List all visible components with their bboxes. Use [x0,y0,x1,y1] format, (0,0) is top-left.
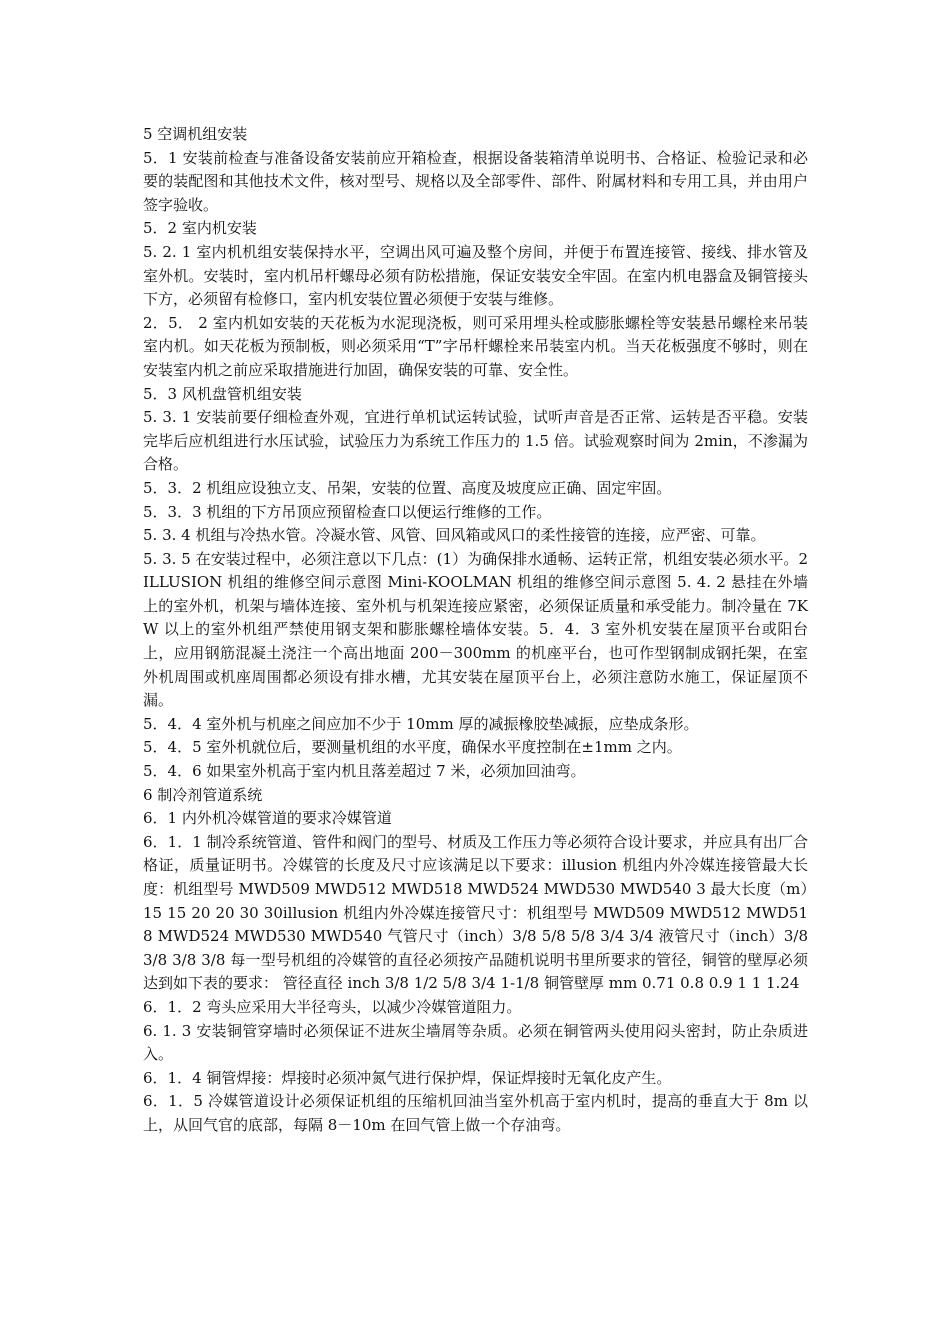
paragraph-5-4-4: 5．4．4 室外机与机座之间应加不少于 10mm 厚的减振橡胶垫减振，应垫成条形。 [143,714,699,733]
subsection-heading-5-3: 5．3 风机盘管机组安装 [143,384,302,403]
section-heading-6: 6 制冷剂管道系统 [143,785,263,804]
subsection-heading-5-2: 5．2 室内机安装 [143,219,257,238]
paragraph-5-4-6: 5．4．6 如果室外机高于室内机且落差超过 7 米，必须加回油弯。 [143,762,586,781]
paragraph-5-3-2: 5．3．2 机组应设独立支、吊架，安装的位置、高度及坡度应正确、固定牢固。 [143,478,672,497]
paragraph-5-1: 5．1 安装前检查与准备设备安装前应开箱检查，根据设备装箱清单说明书、合格证、检验记录和必要的装配图和其他技术文件，核对型号、规格以及全部零件、部件、附属材料和专用工具，并由用户签字验收。 [143,148,808,214]
paragraph-5-2-1: 5. 2. 1 室内机机组安装保持水平，空调出风可遍及整个房间，并便于布置连接管、接线、排水管及室外机。安装时，室内机吊杆螺母必须有防松措施，保证安装安全牢固。在室内机电器盒及铜管接头下方，必须留有检修口，室内机安装位置必须便于安装与维修。 [143,242,808,309]
paragraph-6-1-5: 6．1．5 冷媒管道设计必须保证机组的压缩机回油当室外机高于室内机时，提高的垂直大于 8m 以上，从回气官的底部，每隔 8－10m 在回气管上做一个存油弯。 [143,1092,808,1134]
subsection-heading-6-1: 6．1 内外机冷媒管道的要求冷媒管道 [143,809,392,828]
paragraph-5-3-1: 5. 3. 1 安装前要仔细检查外观，宜进行单机试运转试验，试听声音是否正常、运转是否平稳。安装完毕后应机组进行水压试验，试验压力为系统工作压力的 1.5 倍。试验观察时间为 2min，不渗漏为合格。 [143,408,808,474]
paragraph-6-1-2: 6．1．2 弯头应采用大半径弯头，以减少冷媒管道阻力。 [143,997,522,1016]
section-heading-5: 5 空调机组安装 [143,125,248,143]
paragraph-6-1-1: 6．1．1 制冷系统管道、管件和阀门的型号、材质及工作压力等必须符合设计要求，并应具有出厂合格证，质量证明书。冷媒管的长度及尺寸应该满足以下要求：illusion 机组内外冷媒连接管最大长度：机组型号 MWD509 MWD512 MWD518 MWD524 MWD530 MWD540 3 最大长度（m）15 15 20 20 30 30illusion 机组内外冷媒连接管尺寸：机组型号 MWD509 MWD512 MWD518 MWD524 MWD530 MWD540 气管尺寸（inch）3/8 5/8 5/8 3/4 3/4 液管尺寸（inch）3/8 3/8 3/8 3/8 每一型号机组的冷媒管的直径必须按产品随机说明书里所要求的管径，铜管的壁厚必须达到如下表的要求： 管径直径 inch 3/8 1/2 5/8 3/4 1-1/8 铜管壁厚 mm 0.71 0.8 0.9 1 1 1.24 [143,832,808,993]
paragraph-5-3-4: 5. 3. 4 机组与冷热水管。冷凝水管、风管、回风箱或风口的柔性接管的连接，应严密、可靠。 [143,526,766,545]
paragraph-6-1-3: 6. 1. 3 安装铜管穿墙时必须保证不进灰尘墙屑等杂质。必须在铜管两头使用闷头密封，防止杂质进入。 [143,1021,808,1064]
paragraph-5-4-5: 5．4．5 室外机就位后，要测量机组的水平度，确保水平度控制在±1mm 之内。 [143,738,682,757]
paragraph-6-1-4: 6．1．4 铜管焊接：焊接时必须冲氮气进行保护焊，保证焊接时无氧化皮产生。 [143,1068,672,1087]
paragraph-5-3-3: 5．3．3 机组的下方吊顶应预留检查口以便运行维修的工作。 [143,502,552,521]
paragraph-2-5-2: 2．5． 2 室内机如安装的天花板为水泥现浇板，则可采用埋头栓或膨胀螺栓等安装悬吊螺栓来吊装室内机。如天花板为预制板，则必须采用“T”字吊杆螺栓来吊装室内机。当天花板强度不够时，则在安装室内机之前应采取措施进行加固，确保安装的可靠、安全性。 [143,313,808,379]
paragraph-5-3-5: 5. 3. 5 在安装过程中，必须注意以下几点：(1）为确保排水通畅、运转正常，机组安装必须水平。2 ILLUSION 机组的维修空间示意图 Mini-KOOLMAN 机组的维修空间示意图 5. 4. 2 悬挂在外墙上的室外机，机架与墙体连接、室外机与机架连接应紧密，必须保证质量和承受能力。制冷量在 7KW 以上的室外机组严禁使用钢支架和膨胀螺栓墙体安装。5．4．3 室外机安装在屋顶平台或阳台上，应用钢筋混凝土浇注一个高出地面 200－300mm 的机座平台，也可作型钢制成钢托架，在室外机周围或机座周围都必须设有排水槽，尤其安装在屋顶平台上，必须注意防水施工，保证屋顶不漏。 [143,549,808,710]
document-body [143,123,808,1138]
